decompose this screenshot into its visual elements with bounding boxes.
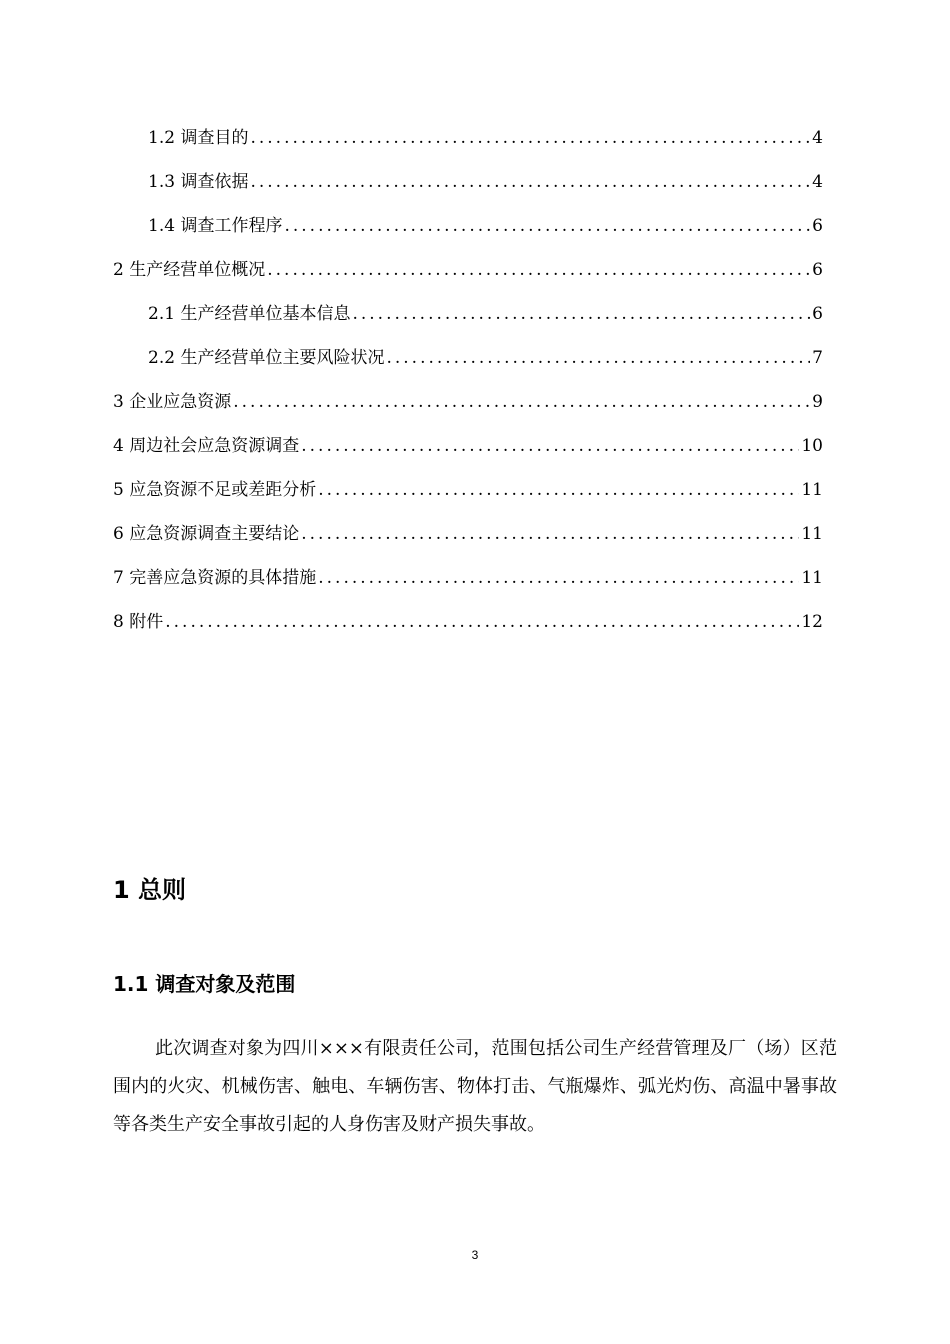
toc-entry[interactable] xyxy=(148,127,823,149)
toc-entry-page: 4 xyxy=(812,128,823,148)
toc-leader-dots xyxy=(301,435,799,457)
toc-entry-label: 6 应急资源调查主要结论 xyxy=(113,524,300,544)
page-number: 3 xyxy=(471,1248,479,1262)
toc-leader-dots xyxy=(267,259,810,281)
toc-leader-dots xyxy=(284,215,810,237)
toc-entry-page: 6 xyxy=(812,260,823,280)
toc-leader-dots xyxy=(250,171,810,193)
toc-entry[interactable] xyxy=(148,303,823,325)
toc-entry[interactable] xyxy=(113,523,823,545)
toc-entry-page: 11 xyxy=(801,568,823,588)
toc-entry[interactable] xyxy=(113,611,823,633)
toc-entry[interactable] xyxy=(148,347,823,369)
toc-entry-page: 11 xyxy=(801,524,823,544)
toc-leader-dots xyxy=(165,611,799,633)
toc-leader-dots xyxy=(386,347,810,369)
toc-entry-label: 2.2 生产经营单位主要风险状况 xyxy=(148,348,385,368)
toc-leader-dots xyxy=(318,479,799,501)
subsection-heading: 1.1 调查对象及范围 xyxy=(113,972,296,996)
toc-entry-label: 8 附件 xyxy=(113,612,164,632)
toc-entry-page: 6 xyxy=(812,304,823,324)
toc-entry[interactable] xyxy=(148,171,823,193)
toc-entry-page: 10 xyxy=(801,436,823,456)
toc-leader-dots xyxy=(352,303,810,325)
toc-entry[interactable] xyxy=(113,435,823,457)
toc-entry[interactable] xyxy=(113,391,823,413)
toc-entry-label: 7 完善应急资源的具体措施 xyxy=(113,568,317,588)
toc-entry-label: 1.4 调查工作程序 xyxy=(148,216,283,236)
toc-entry-label: 4 周边社会应急资源调查 xyxy=(113,436,300,456)
toc-entry-page: 7 xyxy=(812,348,823,368)
toc-entry[interactable] xyxy=(148,215,823,237)
toc-entry[interactable] xyxy=(113,259,823,281)
toc-entry-page: 12 xyxy=(801,612,823,632)
toc-entry-label: 1.3 调查依据 xyxy=(148,172,249,192)
toc-entry[interactable] xyxy=(113,567,823,589)
toc-entry-label: 1.2 调查目的 xyxy=(148,128,249,148)
toc-leader-dots xyxy=(233,391,810,413)
toc-entry-page: 11 xyxy=(801,480,823,500)
body-paragraph: 此次调查对象为四川×××有限责任公司，范围包括公司生产经营管理及厂（场）区范围内的火灾、机械伤害、触电、车辆伤害、物体打击、气瓶爆炸、弧光灼伤、高温中暑事故等各类生产安全事故引起的人身伤害及财产损失事故。 xyxy=(113,1038,837,1135)
toc-entry-page: 9 xyxy=(812,392,823,412)
toc-entry-label: 2.1 生产经营单位基本信息 xyxy=(148,304,351,324)
toc-leader-dots xyxy=(301,523,799,545)
toc-entry-page: 4 xyxy=(812,172,823,192)
toc-entry-label: 5 应急资源不足或差距分析 xyxy=(113,480,317,500)
toc-entry-label: 2 生产经营单位概况 xyxy=(113,260,266,280)
section-heading: 1 总则 xyxy=(113,876,187,904)
toc-leader-dots xyxy=(318,567,799,589)
toc-entry-page: 6 xyxy=(812,216,823,236)
toc-entry[interactable] xyxy=(113,479,823,501)
toc-leader-dots xyxy=(250,127,810,149)
toc-entry-label: 3 企业应急资源 xyxy=(113,392,232,412)
